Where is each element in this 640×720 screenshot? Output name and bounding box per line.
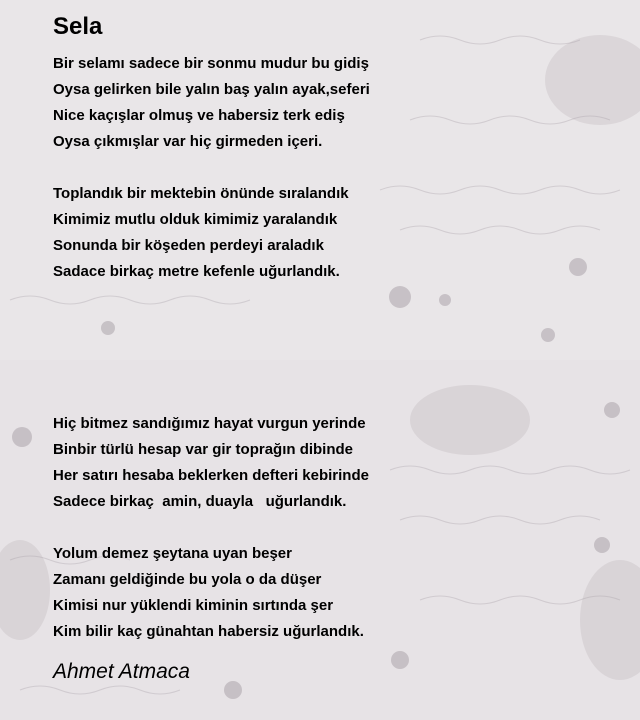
poem-line: Oysa çıkmışlar var hiç girmeden içeri. — [53, 133, 323, 150]
stanza-3 — [53, 411, 369, 515]
poem-line: Oysa gelirken bile yalın baş yalın ayak,seferi — [53, 81, 370, 98]
poem-line: Zamanı geldiğinde bu yola o da düşer — [53, 571, 322, 588]
poem-line: Her satırı hesaba beklerken defteri kebirinde — [53, 467, 369, 484]
poem-line: Nice kaçışlar olmuş ve habersiz terk ediş — [53, 107, 345, 124]
poem-line: Sadace birkaç metre kefenle uğurlandık. — [53, 263, 340, 280]
poem-line: Hiç bitmez sandığımız hayat vurgun yerinde — [53, 415, 366, 432]
poem-line: Sonunda bir köşeden perdeyi araladık — [53, 237, 324, 254]
stanza-2 — [53, 181, 349, 285]
poem-author: Ahmet Atmaca — [53, 660, 190, 683]
poem-line: Toplandık bir mektebin önünde sıralandık — [53, 185, 349, 202]
poem-line: Binbir türlü hesap var gir toprağın dibinde — [53, 441, 354, 458]
poem-title: Sela — [53, 13, 103, 40]
stanza-1 — [53, 51, 370, 155]
poem-line: Kimimiz mutlu olduk kimimiz yaralandık — [53, 211, 338, 228]
poem-line: Sadece birkaç amin, duayla uğurlandık. — [53, 493, 347, 510]
stanza-4 — [53, 541, 364, 645]
poem-line: Bir selamı sadece bir sonmu mudur bu gidiş — [53, 55, 369, 72]
poem-line: Yolum demez şeytana uyan beşer — [53, 545, 292, 562]
poem-line: Kimisi nur yüklendi kiminin sırtında şer — [53, 597, 334, 614]
poem-line: Kim bilir kaç günahtan habersiz uğurlandık. — [53, 623, 364, 640]
